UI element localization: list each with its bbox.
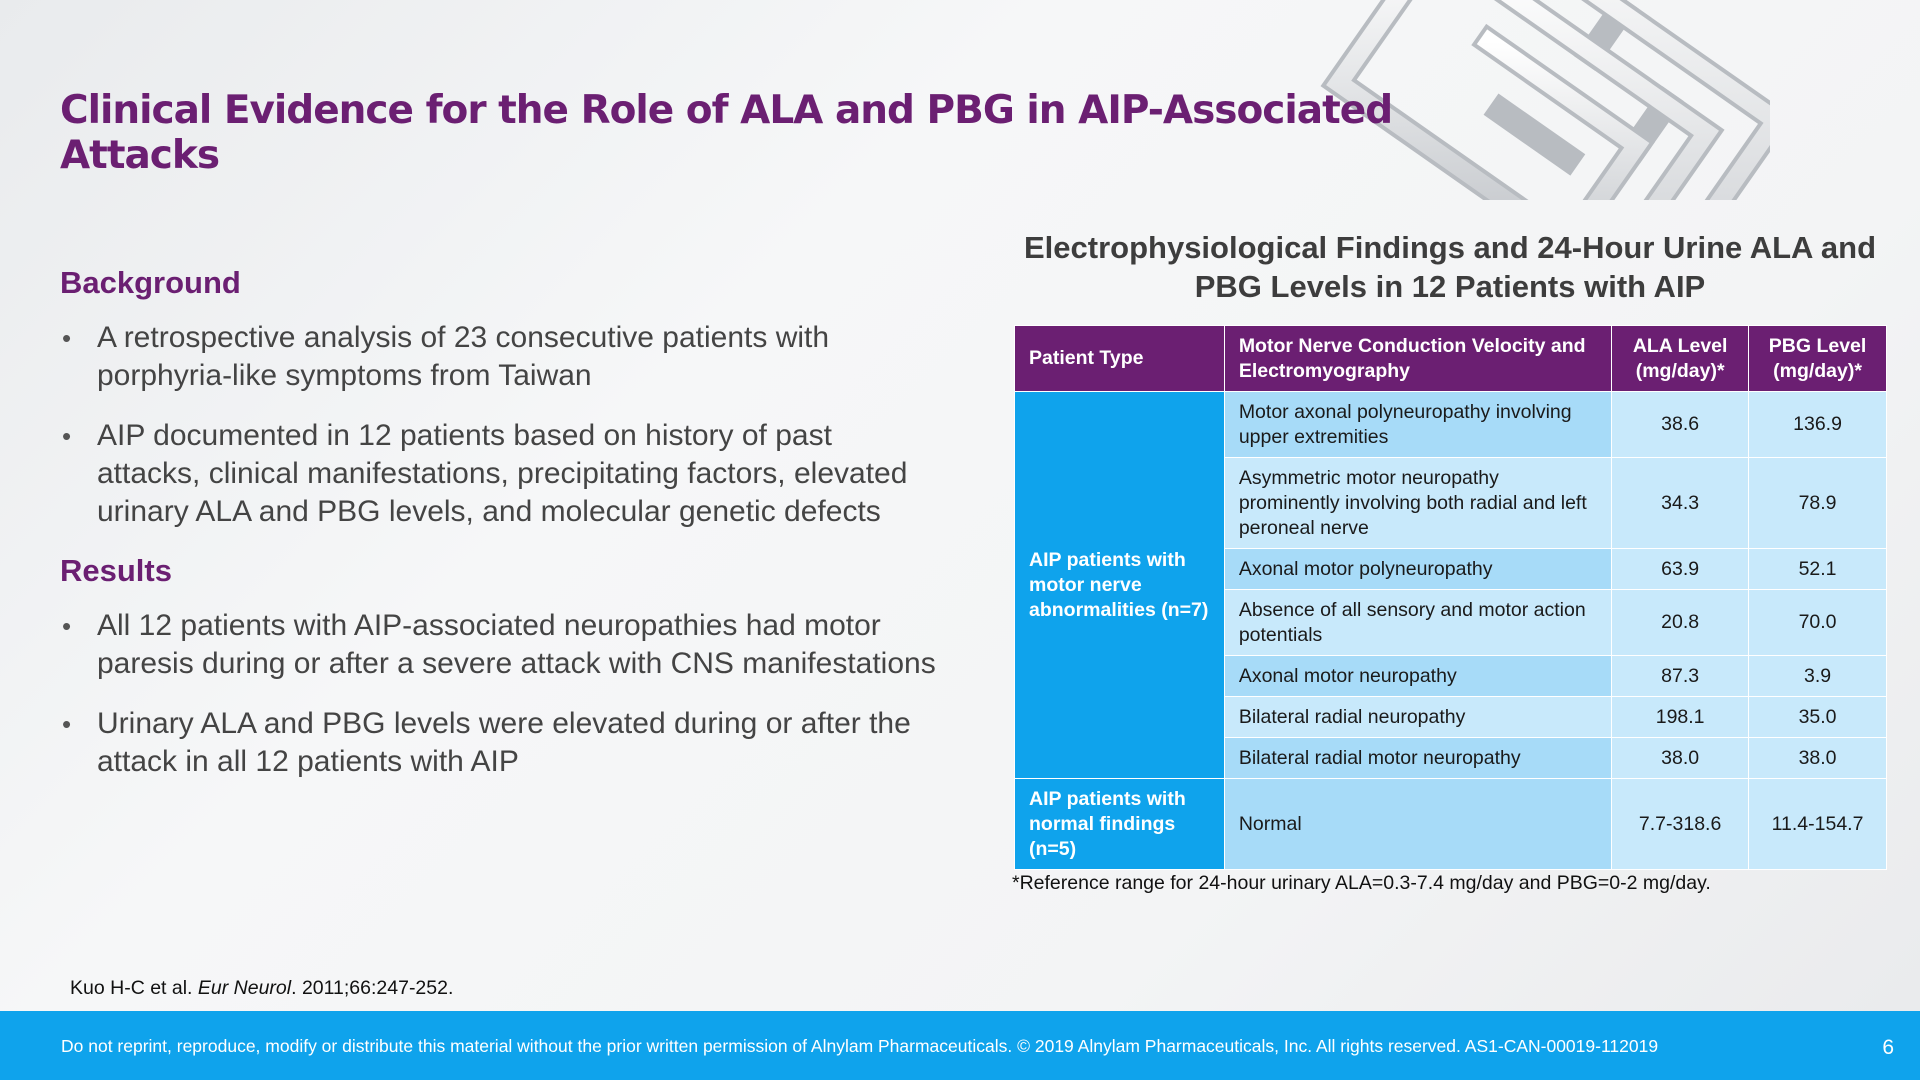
- header-motor: Motor Nerve Conduction Velocity and Electromyography: [1224, 326, 1611, 392]
- citation-journal: Eur Neurol: [197, 977, 292, 999]
- finding-cell: Axonal motor polyneuropathy: [1224, 549, 1611, 590]
- finding-cell: Bilateral radial neuropathy: [1224, 697, 1611, 738]
- citation-rest: . 2011;66:247-252.: [291, 977, 454, 999]
- bullet-icon: •: [62, 421, 72, 451]
- bullet-icon: •: [62, 323, 72, 353]
- citation: [70, 977, 453, 1000]
- ala-cell: 63.9: [1612, 549, 1749, 590]
- table-footnote: *Reference range for 24-hour urinary ALA=0.3-7.4 mg/day and PBG=0-2 mg/day.: [1012, 872, 1711, 894]
- legal-notice: Do not reprint, reproduce, modify or distribute this material without the prior written permission of Alnylam Pharmaceuticals. © 2019 Alnylam Pharmaceuticals, Inc. All rights reserved. AS1-CAN-00019-112019: [61, 1036, 1659, 1056]
- table-title: Electrophysiological Findings and 24-Hour Urine ALA and PBG Levels in 12 Patients with AIP: [1023, 230, 1876, 304]
- group-motor-abnormal: AIP patients with motor nerve abnormalities (n=7): [1015, 392, 1225, 779]
- ala-cell: 38.0: [1612, 738, 1749, 779]
- ala-cell: 198.1: [1612, 697, 1749, 738]
- background-heading: Background: [60, 265, 241, 300]
- ala-cell: 7.7-318.6: [1612, 779, 1749, 870]
- ala-cell: 87.3: [1612, 656, 1749, 697]
- pbg-cell: 11.4-154.7: [1749, 779, 1887, 870]
- list-item: • Urinary ALA and PBG levels were elevated during or after the attack in all 12 patients with AIP: [62, 707, 911, 778]
- background-bullets: [60, 319, 940, 531]
- pbg-cell: 3.9: [1749, 656, 1887, 697]
- pbg-cell: 38.0: [1749, 738, 1887, 779]
- pbg-cell: 52.1: [1749, 549, 1887, 590]
- ala-cell: 38.6: [1612, 392, 1749, 458]
- list-item: • AIP documented in 12 patients based on history of past attacks, clinical manifestations, precipitating factors, elevated urinary ALA and PBG levels, and molecular genetic defects: [62, 419, 908, 528]
- group-normal: AIP patients with normal findings (n=5): [1015, 779, 1225, 870]
- page-number: 6: [1882, 1036, 1894, 1059]
- table-row: [1015, 779, 1887, 870]
- results-heading: Results: [60, 553, 172, 588]
- list-item: • A retrospective analysis of 23 consecutive patients with porphyria-like symptoms from Taiwan: [62, 321, 830, 392]
- ala-cell: 34.3: [1612, 458, 1749, 549]
- pbg-cell: 35.0: [1749, 697, 1887, 738]
- finding-cell: Motor axonal polyneuropathy involving upper extremities: [1224, 392, 1611, 458]
- findings-table: [1014, 325, 1887, 870]
- footer-bar: [0, 1011, 1920, 1080]
- citation-authors: Kuo H-C et al.: [70, 977, 198, 999]
- finding-cell: Absence of all sensory and motor action potentials: [1224, 590, 1611, 656]
- header-ala: ALA Level (mg/day)*: [1612, 326, 1749, 392]
- list-item: • All 12 patients with AIP-associated neuropathies had motor paresis during or after a severe attack with CNS manifestations: [62, 609, 936, 680]
- ala-cell: 20.8: [1612, 590, 1749, 656]
- table-header-row: [1015, 326, 1887, 392]
- results-bullets: [60, 607, 940, 781]
- finding-cell: Bilateral radial motor neuropathy: [1224, 738, 1611, 779]
- header-pbg: PBG Level (mg/day)*: [1749, 326, 1887, 392]
- pbg-cell: 70.0: [1749, 590, 1887, 656]
- bullet-icon: •: [62, 611, 72, 641]
- finding-cell: Axonal motor neuropathy: [1224, 656, 1611, 697]
- pbg-cell: 78.9: [1749, 458, 1887, 549]
- finding-cell: Normal: [1224, 779, 1611, 870]
- header-patient-type: Patient Type: [1015, 326, 1225, 392]
- pbg-cell: 136.9: [1749, 392, 1887, 458]
- bullet-icon: •: [62, 709, 72, 739]
- slide-title: Clinical Evidence for the Role of ALA and PBG in AIP-Associated Attacks: [60, 88, 1393, 178]
- left-content: [60, 265, 940, 803]
- table-row: [1015, 392, 1887, 458]
- finding-cell: Asymmetric motor neuropathy prominently involving both radial and left peroneal nerve: [1224, 458, 1611, 549]
